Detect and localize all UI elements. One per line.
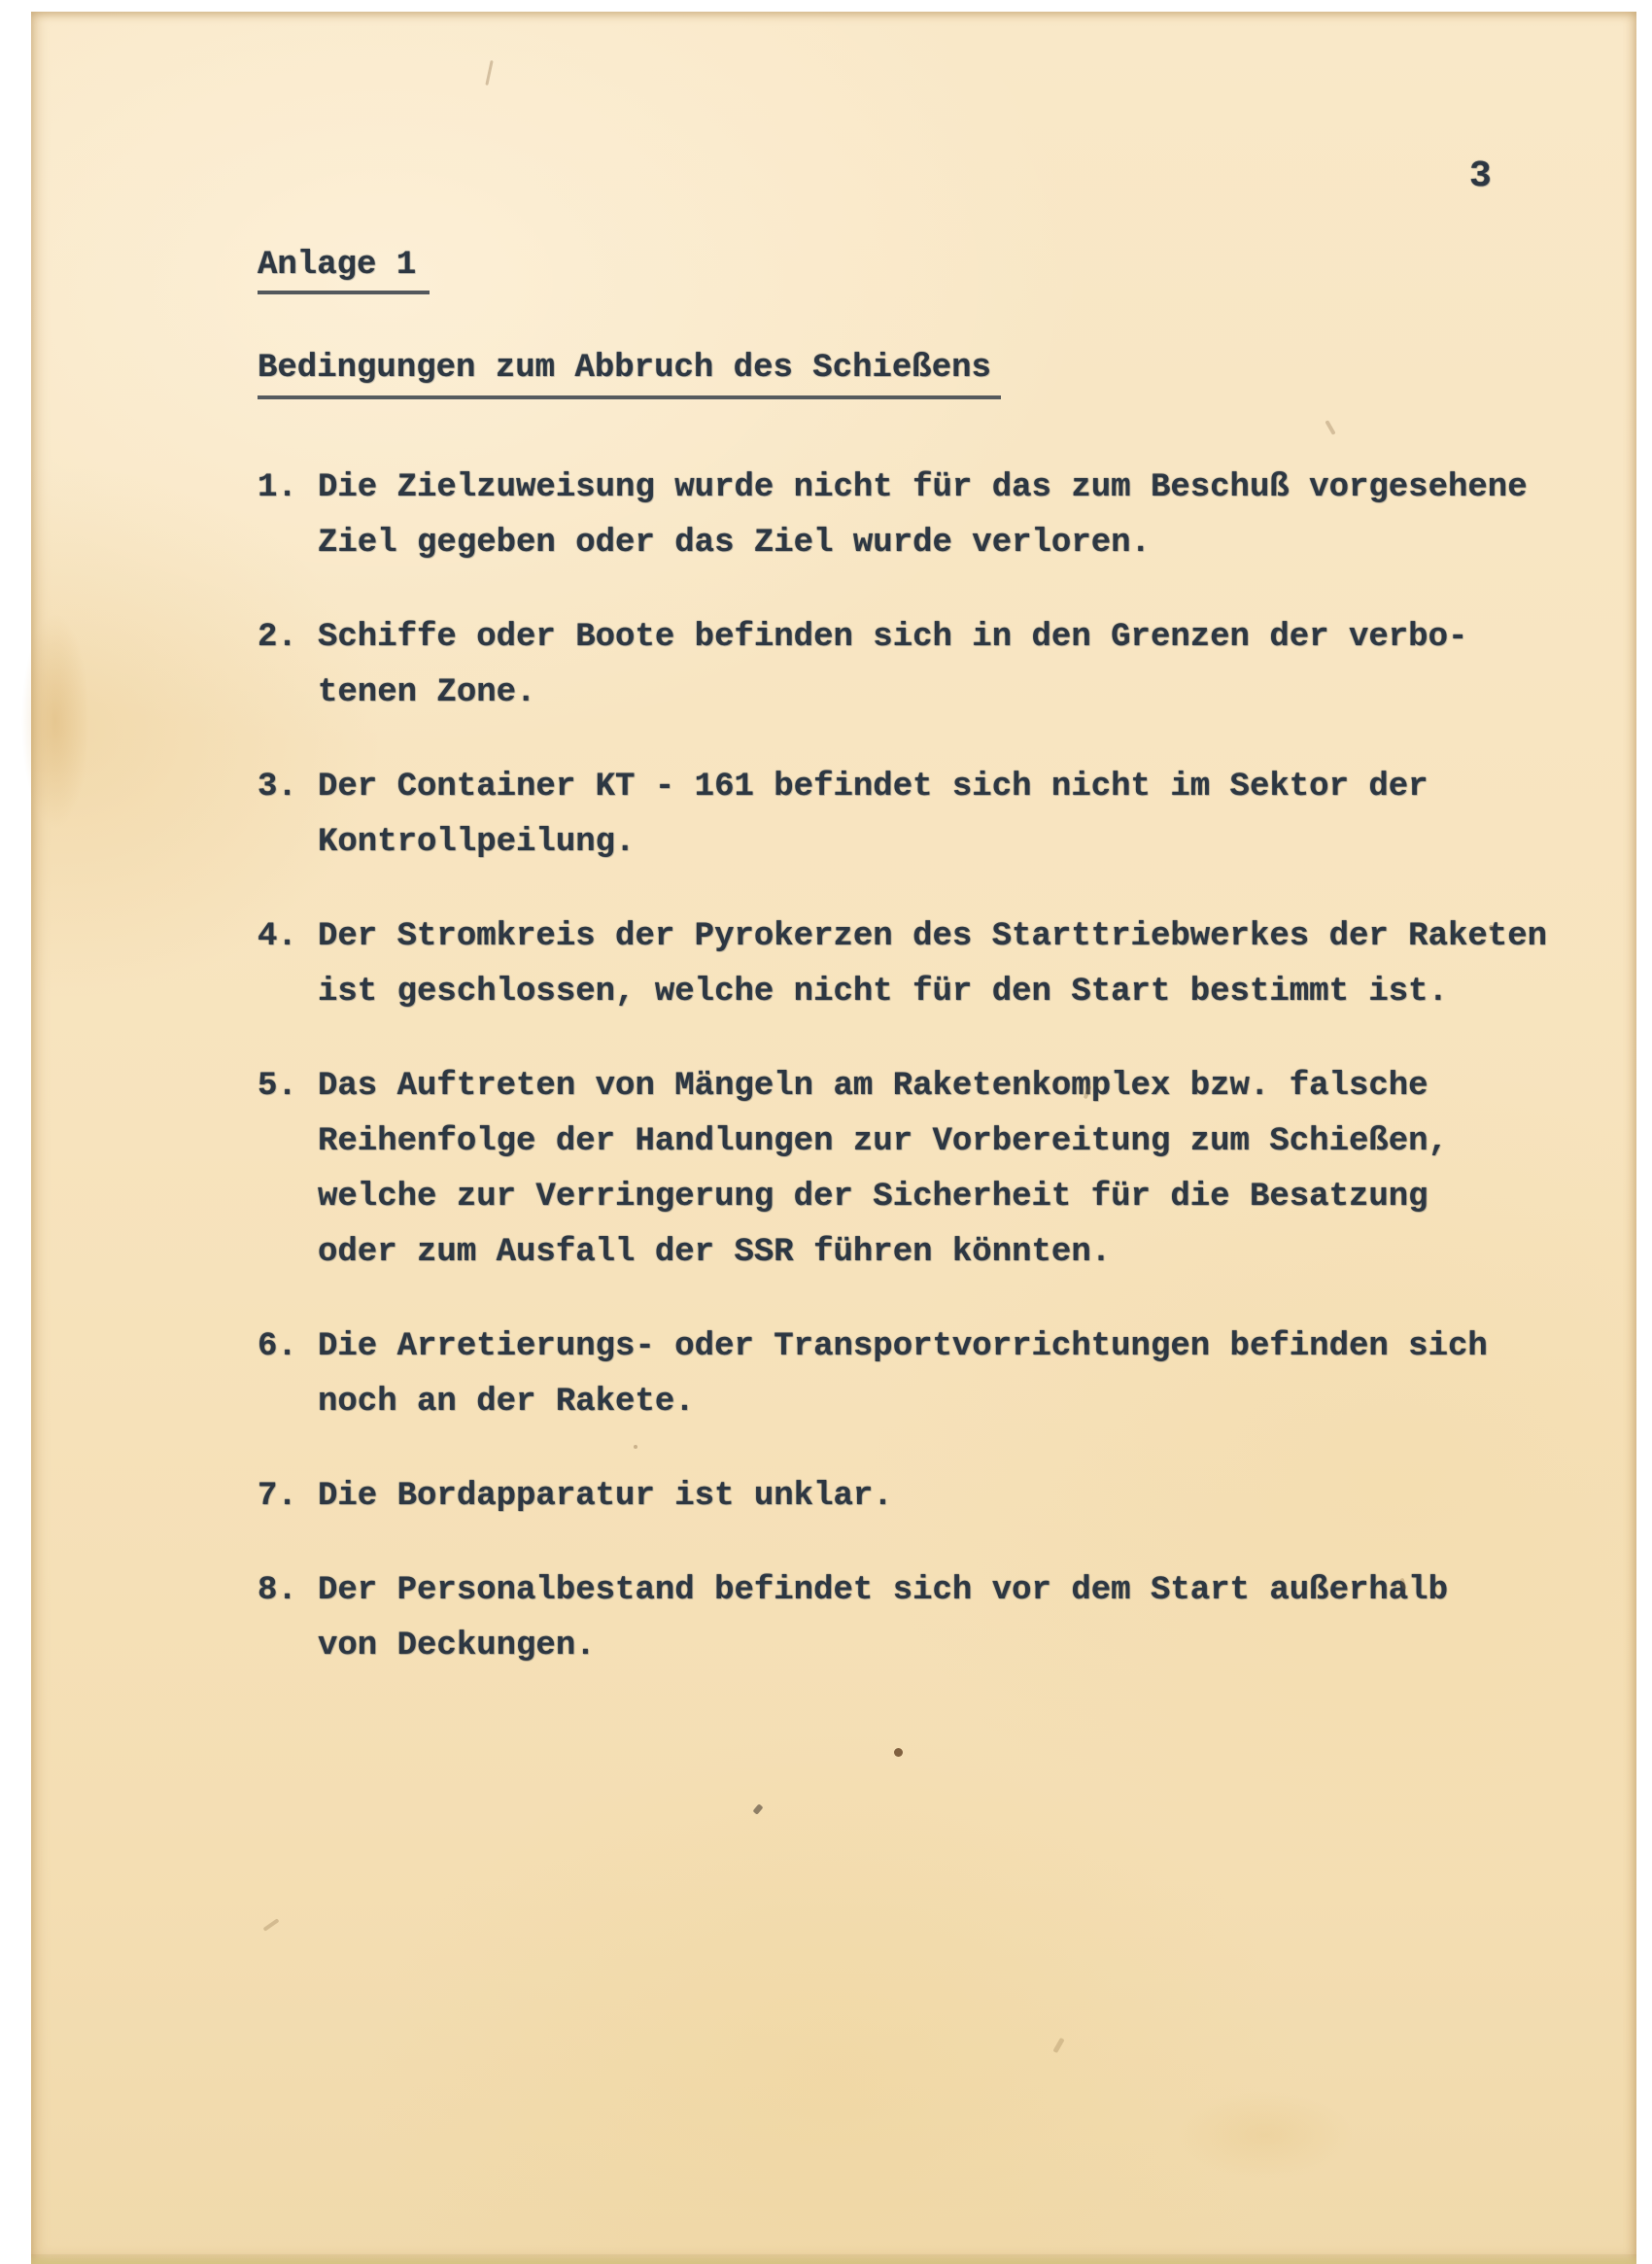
item-lines — [318, 1059, 1448, 1281]
document-title: Bedingungen zum Abbruch des Schießens — [258, 350, 1001, 399]
item-lines — [318, 1563, 1448, 1674]
item-text-line: noch an der Rakete. — [318, 1384, 695, 1421]
paper-speck — [894, 1748, 903, 1757]
condition-item — [258, 1059, 1579, 1281]
item-text-line: Die Arretierungs- oder Transportvorrichtungen befinden sich — [318, 1328, 1488, 1365]
condition-item — [258, 1320, 1579, 1430]
item-text-line: Der Stromkreis der Pyrokerzen des Starttriebwerkes der Raketen — [318, 918, 1548, 955]
item-text-line: Reihenfolge der Handlungen zur Vorbereitung zum Schießen, — [318, 1123, 1448, 1160]
item-text-line: Kontrollpeilung. — [318, 824, 636, 861]
item-text-line: Der Container KT - 161 befindet sich nicht im Sektor der — [318, 769, 1428, 806]
paper-stain — [1178, 2091, 1353, 2178]
item-text-line: Der Personalbestand befindet sich vor dem Start außerhalb — [318, 1572, 1448, 1609]
item-lines — [318, 760, 1428, 871]
item-text-line: tenen Zone. — [318, 674, 536, 711]
condition-item — [258, 760, 1579, 871]
item-lines — [318, 461, 1528, 571]
item-number: 8. — [258, 1572, 297, 1609]
annex-heading: Anlage 1 — [258, 247, 430, 294]
item-text-line: Schiffe oder Boote befinden sich in den Grenzen der verbo- — [318, 619, 1468, 656]
paper-stain — [21, 614, 89, 828]
paper-speck — [752, 1803, 763, 1815]
item-text-line: Die Bordapparatur ist unklar. — [318, 1478, 893, 1515]
item-number: 1. — [258, 469, 297, 506]
item-number: 7. — [258, 1478, 297, 1515]
condition-item — [258, 610, 1579, 721]
item-text-line: von Deckungen. — [318, 1628, 596, 1664]
item-number: 6. — [258, 1328, 297, 1365]
item-text-line: Die Zielzuweisung wurde nicht für das zum Beschuß vorgesehene — [318, 469, 1528, 506]
item-text-line: ist geschlossen, welche nicht für den Start bestimmt ist. — [318, 974, 1448, 1011]
paper-speck — [262, 1918, 279, 1932]
item-lines — [318, 610, 1467, 721]
item-lines — [318, 1469, 893, 1525]
condition-item — [258, 1469, 1579, 1525]
item-text-line: Das Auftreten von Mängeln am Raketenkomplex bzw. falsche — [318, 1068, 1428, 1105]
condition-item — [258, 1563, 1579, 1674]
paper-speck — [1325, 420, 1335, 435]
paper-speck — [485, 60, 493, 86]
item-number: 2. — [258, 619, 297, 656]
item-number: 4. — [258, 918, 297, 955]
paper-speck — [1052, 2038, 1064, 2053]
item-text-line: oder zum Ausfall der SSR führen könnten. — [318, 1234, 1112, 1271]
condition-item — [258, 909, 1579, 1020]
page-number: 3 — [1469, 155, 1492, 197]
item-text-line: welche zur Verringerung der Sicherheit für die Besatzung — [318, 1179, 1428, 1216]
item-number: 5. — [258, 1068, 297, 1105]
paper-sheet — [31, 12, 1636, 2264]
condition-item — [258, 461, 1579, 571]
conditions-list — [258, 461, 1579, 1713]
item-lines — [318, 1320, 1488, 1430]
item-lines — [318, 909, 1547, 1020]
item-number: 3. — [258, 769, 297, 806]
item-text-line: Ziel gegeben oder das Ziel wurde verloren. — [318, 525, 1151, 562]
